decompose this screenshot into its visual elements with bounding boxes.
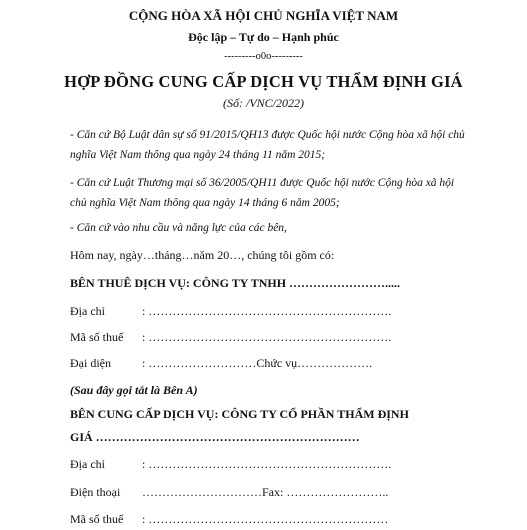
contract-number: (Số: /VNC/2022)	[223, 96, 304, 110]
party-b-phone-label: Điện thoại	[70, 485, 121, 499]
legal-basis-commercial-law: - Căn cứ Luật Thương mại số 36/2005/QH11 được Quốc hội nước Cộng hòa xã hội chủ nghĩa Việt Nam thông qua ngày 14 tháng 6 năm 2005;	[70, 177, 455, 209]
legal-basis-needs: - Căn cứ vào nhu cầu và năng lực của các bên,	[70, 222, 287, 234]
header-divider: ---------o0o---------	[224, 51, 303, 62]
party-b-tax-value: : ……………………………………………………	[142, 512, 389, 526]
nation-header: CỘNG HÒA XÃ HỘI CHỦ NGHĨA VIỆT NAM	[128, 8, 399, 23]
party-a-heading: BÊN THUÊ DỊCH VỤ: CÔNG TY TNHH …………………….....	[70, 276, 401, 290]
party-a-alias: (Sau đây gọi tắt là Bên A)	[70, 383, 198, 397]
motto: Độc lập – Tự do – Hạnh phúc	[188, 30, 339, 44]
legal-basis-civil-code: - Căn cứ Bộ Luật dân sự số 91/2015/QH13 được Quốc hội nước Cộng hòa xã hội chủ nghĩa Việt Nam thông qua ngày 24 tháng 11 năm 2015;	[70, 129, 465, 161]
party-b-address-label: Địa chỉ	[70, 457, 105, 471]
party-a-rep-value: : ………………………Chức vụ……………….	[142, 356, 373, 370]
intro-line: Hôm nay, ngày…tháng…năm 20…, chúng tôi gồm có:	[70, 248, 335, 262]
party-b-heading-line1: BÊN CUNG CẤP DỊCH VỤ: CÔNG TY CỔ PHẦN THẨM ĐỊNH	[70, 407, 409, 421]
party-a-address-value: : …………………………………………………….	[142, 304, 392, 318]
party-b-tax-label: Mã số thuế	[70, 512, 124, 526]
party-b-phone-value: …………………………Fax: ……………………..	[142, 485, 389, 499]
party-a-tax-value: : …………………………………………………….	[142, 330, 392, 344]
party-a-tax-label: Mã số thuế	[70, 330, 124, 344]
party-b-address-value: : …………………………………………………….	[142, 457, 392, 471]
contract-title: HỢP ĐỒNG CUNG CẤP DỊCH VỤ THẨM ĐỊNH GIÁ	[64, 72, 463, 91]
party-b-heading-line2: GIÁ …………………………………………………………	[70, 430, 360, 444]
party-a-address-label: Địa chỉ	[70, 304, 105, 318]
party-a-rep-label: Đại diện	[70, 356, 111, 370]
